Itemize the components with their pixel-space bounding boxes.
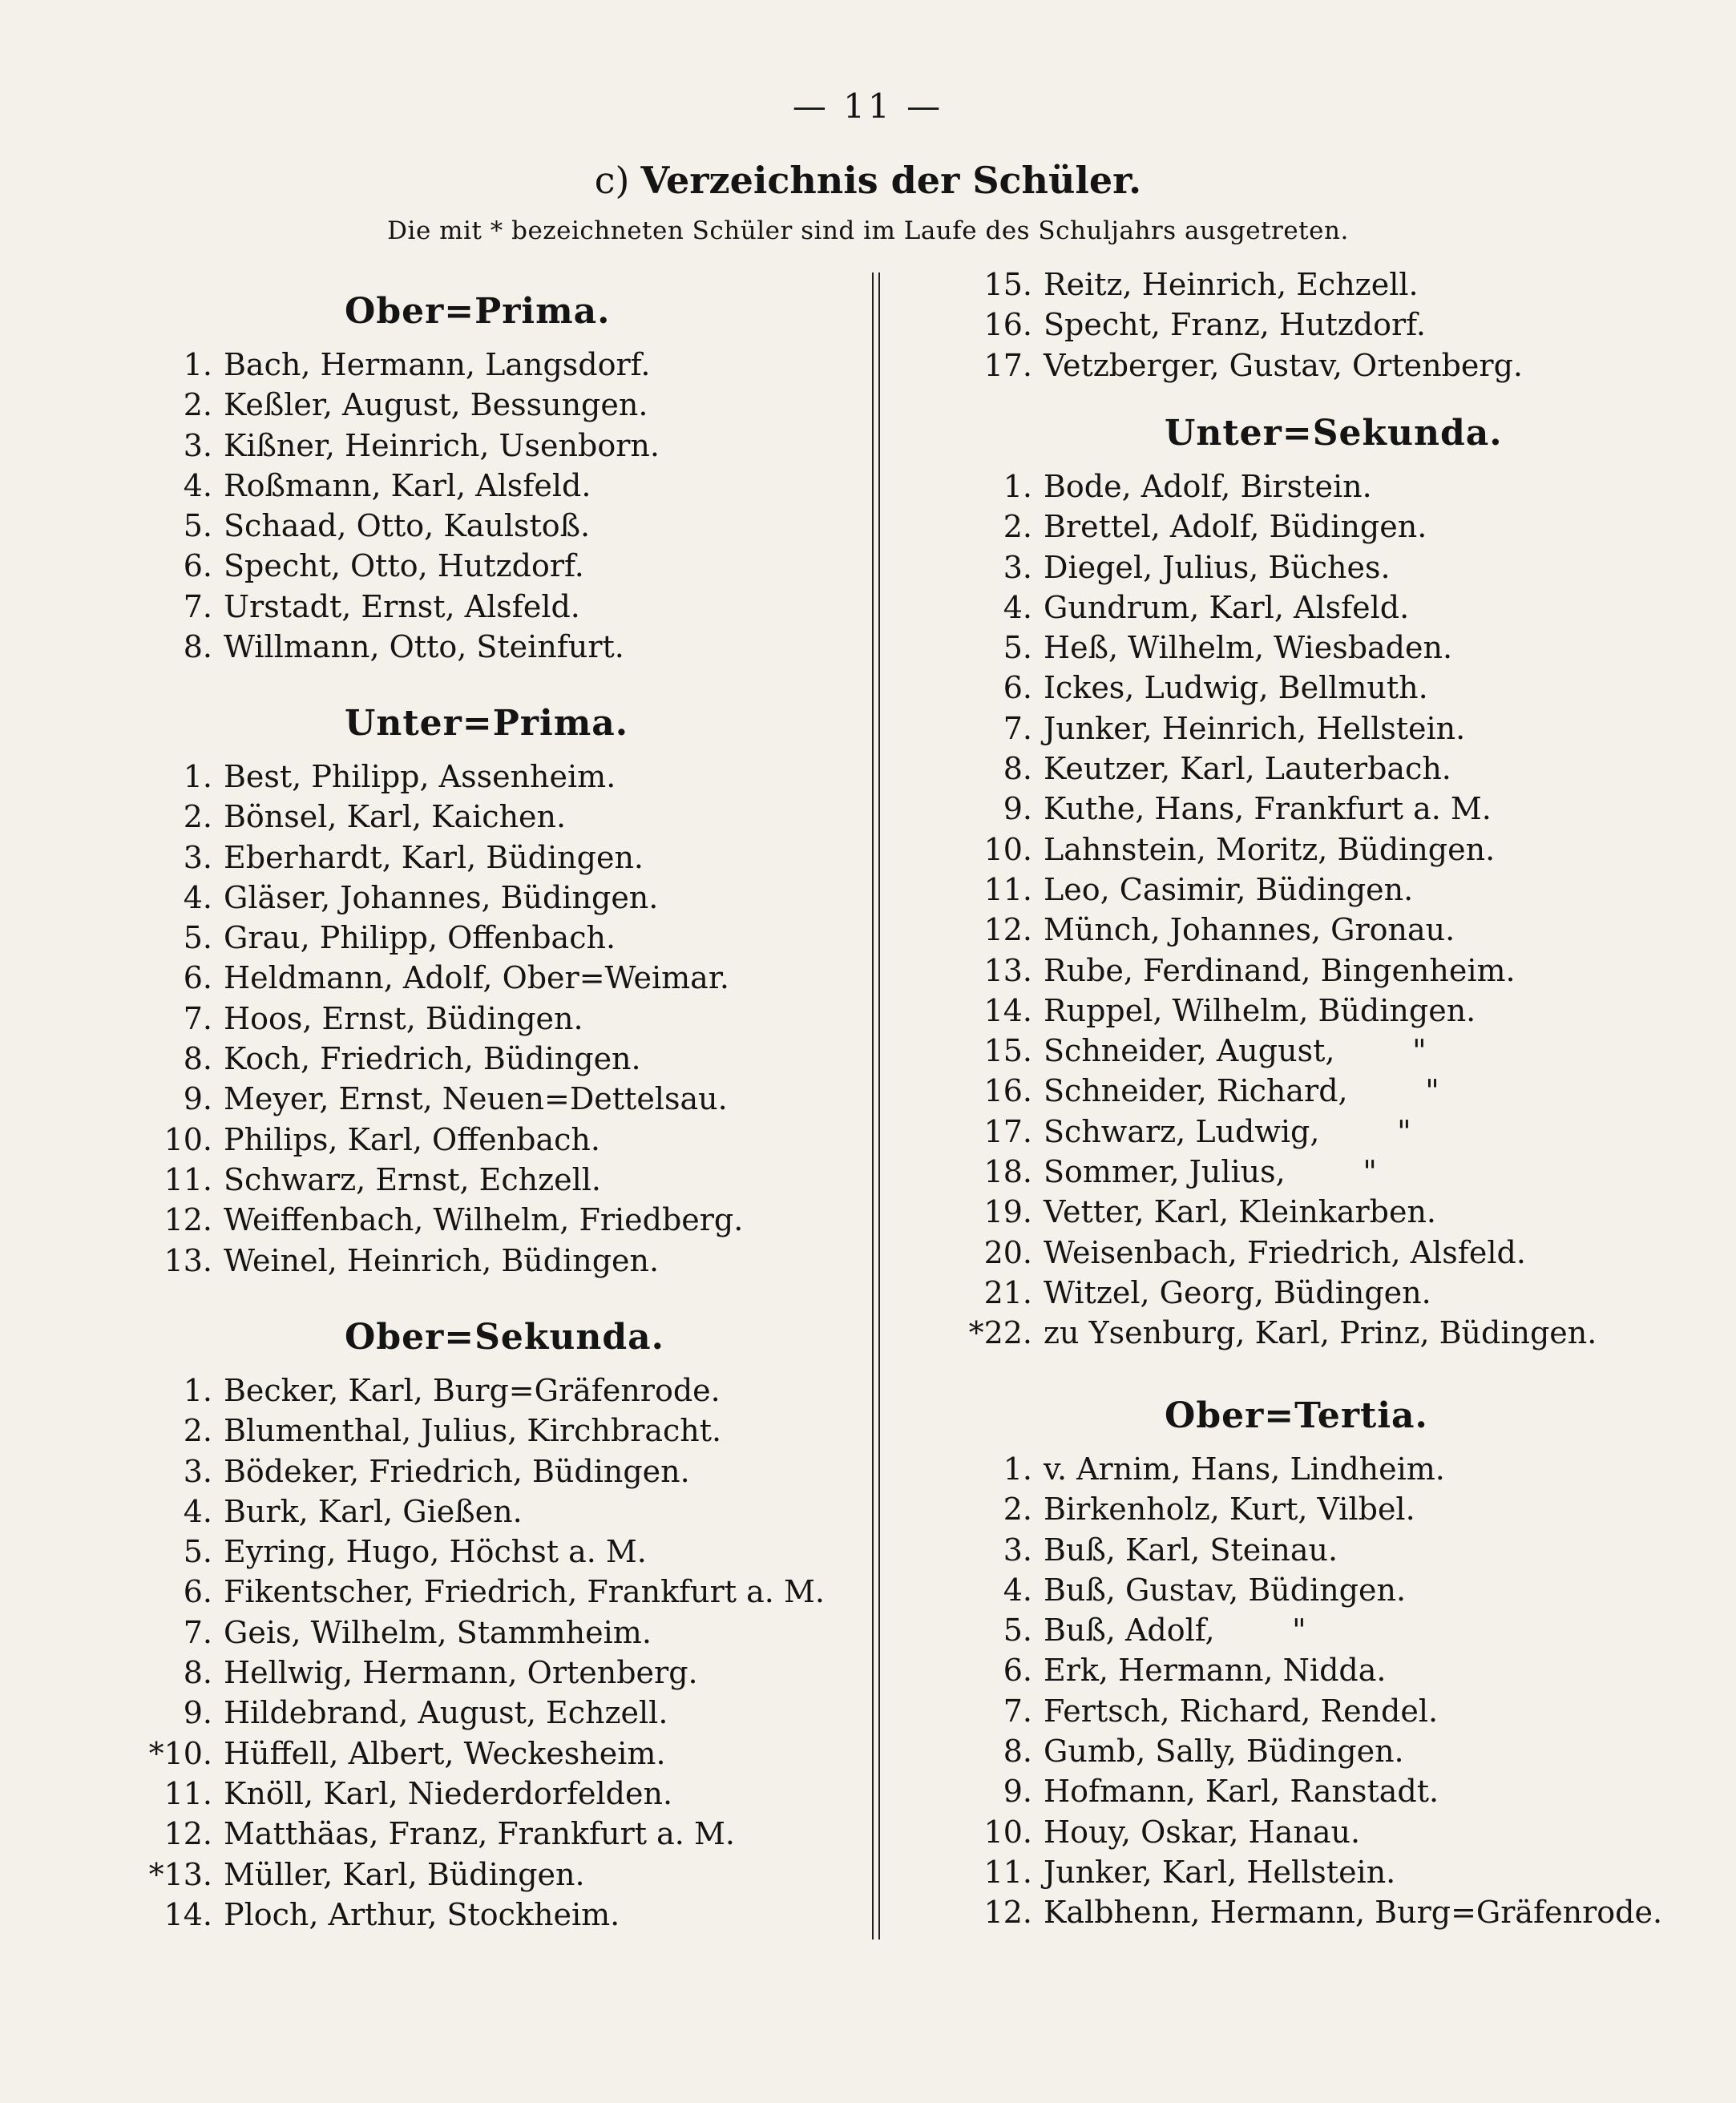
student-number: 12. — [983, 912, 1032, 948]
student-number: 3. — [1003, 549, 1032, 585]
student-number: 7. — [183, 1000, 212, 1036]
student-number: 4. — [1003, 589, 1032, 625]
student-number: 5. — [1003, 1613, 1032, 1649]
student-name: Philips, Karl, Offenbach. — [224, 1121, 600, 1157]
student-name: Schneider, Richard, " — [1044, 1073, 1439, 1109]
section-unter-sekunda — [960, 401, 1681, 1354]
student-name: Junker, Heinrich, Hellstein. — [1044, 710, 1466, 746]
student-name: Gumb, Sally, Büdingen. — [1044, 1734, 1404, 1770]
student-name: Becker, Karl, Burg=Gräfenrode. — [224, 1373, 721, 1408]
student-row — [960, 1071, 1681, 1111]
student-row — [960, 345, 1681, 385]
student-number: 1. — [183, 759, 212, 794]
student-name: Schwarz, Ernst, Echzell. — [224, 1161, 602, 1197]
student-name: Ickes, Ludwig, Bellmuth. — [1044, 670, 1428, 706]
student-name: zu Ysenburg, Karl, Prinz, Büdingen. — [1044, 1315, 1597, 1351]
student-name: Koch, Friedrich, Büdingen. — [224, 1041, 641, 1077]
student-name: Ploch, Arthur, Stockheim. — [224, 1896, 620, 1932]
student-name: Vetzberger, Gustav, Ortenberg. — [1044, 347, 1523, 383]
student-number: 2. — [183, 387, 212, 423]
student-number: *10. — [148, 1735, 212, 1771]
student-number: 12. — [164, 1816, 212, 1852]
student-row — [120, 1241, 866, 1281]
student-row — [120, 1814, 866, 1854]
student-row — [960, 1449, 1681, 1489]
student-name: Diegel, Julius, Büches. — [1044, 549, 1391, 585]
student-number: 9. — [1003, 1774, 1032, 1810]
student-number: 2. — [183, 1413, 212, 1449]
student-row — [120, 1200, 866, 1240]
student-name: Blumenthal, Julius, Kirchbracht. — [224, 1413, 722, 1449]
student-name: Kalbhenn, Hermann, Burg=Gräfenrode. — [1044, 1895, 1663, 1931]
student-number: *22. — [968, 1315, 1032, 1351]
student-number: 5. — [183, 508, 212, 544]
student-name: Keutzer, Karl, Lauterbach. — [1044, 751, 1451, 787]
student-number: 14. — [983, 992, 1032, 1028]
student-name: Eberhardt, Karl, Büdingen. — [224, 839, 644, 875]
student-name: Hellwig, Hermann, Ortenberg. — [224, 1655, 698, 1691]
student-name: Knöll, Karl, Niederdorfelden. — [224, 1775, 673, 1811]
student-number: 7. — [183, 1614, 212, 1650]
student-list — [120, 1370, 866, 1935]
section-heading: Ober=Prima. — [345, 291, 611, 332]
student-row — [120, 1120, 866, 1160]
student-row — [960, 1852, 1681, 1892]
section-ober-sekunda-continued — [960, 264, 1681, 385]
student-row — [120, 1370, 866, 1411]
student-row — [120, 1653, 866, 1693]
student-name: Houy, Oskar, Hanau. — [1044, 1814, 1361, 1850]
student-name: Bach, Hermann, Langsdorf. — [224, 347, 651, 382]
student-name: Fikentscher, Friedrich, Frankfurt a. M. — [224, 1574, 825, 1610]
student-number: 2. — [183, 799, 212, 835]
student-row — [120, 1734, 866, 1774]
student-number: 11. — [983, 1854, 1032, 1890]
student-row — [960, 1192, 1681, 1232]
student-name: Best, Philipp, Assenheim. — [224, 759, 616, 794]
student-name: Fertsch, Richard, Rendel. — [1044, 1693, 1439, 1729]
student-row — [120, 1774, 866, 1814]
student-name: Brettel, Adolf, Büdingen. — [1044, 509, 1427, 545]
student-name: Keßler, August, Bessungen. — [224, 387, 648, 423]
student-row — [120, 797, 866, 837]
student-row — [120, 1491, 866, 1532]
student-number: 2. — [1003, 1491, 1032, 1528]
student-number: 7. — [1003, 710, 1032, 746]
student-row — [960, 1152, 1681, 1192]
student-name: Roßmann, Karl, Alsfeld. — [224, 467, 591, 503]
student-number: 3. — [183, 427, 212, 463]
student-number: 17. — [983, 347, 1032, 383]
student-number: 6. — [1003, 1653, 1032, 1689]
student-row — [120, 757, 866, 797]
title-text: Verzeichnis der Schüler. — [640, 159, 1142, 202]
student-number: 12. — [164, 1202, 212, 1238]
student-number: 5. — [183, 920, 212, 956]
section-ober-sekunda — [120, 1305, 866, 1935]
student-name: Heß, Wilhelm, Wiesbaden. — [1044, 630, 1453, 666]
student-row — [120, 1895, 866, 1935]
student-number: 5. — [183, 1534, 212, 1570]
student-row — [120, 385, 866, 425]
title-prefix: c) — [594, 159, 630, 202]
column-divider — [872, 272, 880, 1940]
student-row — [960, 628, 1681, 668]
student-number: 8. — [183, 629, 212, 665]
student-row — [960, 1650, 1681, 1690]
student-number: 8. — [1003, 751, 1032, 787]
student-name: Kuthe, Hans, Frankfurt a. M. — [1044, 791, 1492, 827]
student-row — [960, 1731, 1681, 1771]
student-row — [960, 789, 1681, 829]
student-name: Willmann, Otto, Steinfurt. — [224, 629, 624, 665]
student-number: 10. — [983, 831, 1032, 867]
student-number: 6. — [183, 960, 212, 996]
student-number: 9. — [183, 1081, 212, 1117]
student-number: 1. — [1003, 469, 1032, 504]
student-name: Müller, Karl, Büdingen. — [224, 1856, 585, 1892]
page-number: — 11 — — [792, 87, 944, 126]
student-number: 4. — [183, 879, 212, 915]
student-number: 15. — [983, 1033, 1032, 1069]
student-number: 11. — [164, 1161, 212, 1197]
student-list — [960, 264, 1681, 385]
student-name: Kißner, Heinrich, Usenborn. — [224, 427, 660, 463]
section-heading: Ober=Sekunda. — [345, 1317, 664, 1358]
section-heading: Unter=Sekunda. — [1165, 413, 1503, 454]
student-name: Heldmann, Adolf, Ober=Weimar. — [224, 960, 729, 996]
student-number: 6. — [1003, 670, 1032, 706]
student-number: 12. — [983, 1895, 1032, 1931]
student-name: Vetter, Karl, Kleinkarben. — [1044, 1194, 1437, 1230]
student-name: Leo, Casimir, Büdingen. — [1044, 871, 1414, 907]
student-number: 6. — [183, 548, 212, 584]
student-row — [960, 870, 1681, 910]
student-row — [960, 910, 1681, 950]
student-name: Urstadt, Ernst, Alsfeld. — [224, 588, 580, 624]
student-name: Bode, Adolf, Birstein. — [1044, 469, 1372, 504]
student-number: 10. — [983, 1814, 1032, 1850]
student-list — [960, 466, 1681, 1354]
student-row — [960, 1489, 1681, 1529]
student-row — [960, 1691, 1681, 1731]
student-row — [960, 587, 1681, 628]
student-name: Junker, Karl, Hellstein. — [1044, 1854, 1396, 1890]
student-row — [120, 587, 866, 627]
student-row — [960, 1610, 1681, 1650]
student-name: Bödeker, Friedrich, Büdingen. — [224, 1453, 690, 1489]
student-number: 7. — [183, 588, 212, 624]
student-number: 13. — [983, 952, 1032, 988]
student-row — [120, 1079, 866, 1119]
student-number: 13. — [164, 1242, 212, 1278]
student-row — [120, 1451, 866, 1491]
student-row — [120, 546, 866, 586]
student-number: 3. — [1003, 1532, 1032, 1568]
student-row — [960, 991, 1681, 1031]
student-row — [960, 1233, 1681, 1273]
student-name: Specht, Franz, Hutzdorf. — [1044, 307, 1426, 343]
student-number: 20. — [983, 1234, 1032, 1270]
student-row — [120, 838, 866, 878]
student-number: 6. — [183, 1574, 212, 1610]
student-row — [120, 878, 866, 918]
student-name: Rube, Ferdinand, Bingenheim. — [1044, 952, 1516, 988]
student-row — [120, 1039, 866, 1079]
student-name: Gläser, Johannes, Büdingen. — [224, 879, 659, 915]
student-row — [960, 1892, 1681, 1932]
student-name: Matthäas, Franz, Frankfurt a. M. — [224, 1816, 735, 1852]
student-number: 4. — [1003, 1572, 1032, 1608]
student-row — [960, 1112, 1681, 1152]
student-row — [120, 1160, 866, 1200]
student-row — [960, 507, 1681, 547]
student-name: Schaad, Otto, Kaulstoß. — [224, 508, 591, 544]
student-name: Hoos, Ernst, Büdingen. — [224, 1000, 583, 1036]
student-row — [960, 829, 1681, 870]
student-name: Birkenholz, Kurt, Vilbel. — [1044, 1491, 1415, 1528]
student-name: Buß, Adolf, " — [1044, 1613, 1306, 1649]
student-number: 1. — [183, 1373, 212, 1408]
student-row — [960, 708, 1681, 749]
student-row — [120, 627, 866, 667]
student-name: Geis, Wilhelm, Stammheim. — [224, 1614, 652, 1650]
section-ober-tertia — [960, 1383, 1681, 1933]
student-name: Münch, Johannes, Gronau. — [1044, 912, 1455, 948]
student-name: Buß, Gustav, Büdingen. — [1044, 1572, 1407, 1608]
student-row — [120, 1572, 866, 1612]
student-row — [960, 547, 1681, 587]
student-number: 10. — [164, 1121, 212, 1157]
student-number: 8. — [183, 1041, 212, 1077]
student-row — [120, 1855, 866, 1895]
student-row — [120, 506, 866, 546]
list-subtitle: Die mit * bezeichneten Schüler sind im Laufe des Schuljahrs ausgetreten. — [387, 216, 1349, 245]
student-number: 8. — [1003, 1734, 1032, 1770]
student-number: 3. — [183, 1453, 212, 1489]
student-list — [120, 345, 866, 667]
student-number: 9. — [183, 1695, 212, 1731]
student-row — [120, 918, 866, 958]
student-row — [960, 1771, 1681, 1811]
student-number: 16. — [983, 1073, 1032, 1109]
student-list — [960, 1449, 1681, 1933]
student-row — [120, 1411, 866, 1451]
student-number: 15. — [983, 267, 1032, 302]
student-number: 17. — [983, 1113, 1032, 1149]
student-number: 2. — [1003, 509, 1032, 545]
student-name: Reitz, Heinrich, Echzell. — [1044, 267, 1419, 302]
student-name: Buß, Karl, Steinau. — [1044, 1532, 1338, 1568]
student-number: 21. — [983, 1274, 1032, 1310]
student-row — [120, 1693, 866, 1733]
student-number: 4. — [183, 467, 212, 503]
student-row — [960, 1530, 1681, 1570]
student-number: 19. — [983, 1194, 1032, 1230]
student-row — [960, 749, 1681, 789]
student-name: Burk, Karl, Gießen. — [224, 1493, 523, 1529]
student-number: 7. — [1003, 1693, 1032, 1729]
student-name: Lahnstein, Moritz, Büdingen. — [1044, 831, 1496, 867]
student-row — [120, 466, 866, 506]
student-name: Bönsel, Karl, Kaichen. — [224, 799, 567, 835]
student-name: Weinel, Heinrich, Büdingen. — [224, 1242, 660, 1278]
student-row — [120, 1613, 866, 1653]
section-ober-prima — [120, 279, 866, 667]
student-name: Sommer, Julius, " — [1044, 1154, 1377, 1190]
student-row — [120, 345, 866, 385]
student-name: Hildebrand, August, Echzell. — [224, 1695, 668, 1731]
student-row — [120, 426, 866, 466]
student-row — [960, 1313, 1681, 1353]
student-name: Ruppel, Wilhelm, Büdingen. — [1044, 992, 1476, 1028]
student-number: 9. — [1003, 791, 1032, 827]
student-name: Eyring, Hugo, Höchst a. M. — [224, 1534, 647, 1570]
student-name: Erk, Hermann, Nidda. — [1044, 1653, 1387, 1689]
student-number: 3. — [183, 839, 212, 875]
student-row — [960, 951, 1681, 991]
student-list — [120, 757, 866, 1281]
list-title — [0, 159, 1736, 202]
student-number: *13. — [148, 1856, 212, 1892]
student-row — [960, 1812, 1681, 1852]
student-number: 1. — [1003, 1451, 1032, 1487]
student-number: 18. — [983, 1154, 1032, 1190]
student-row — [960, 305, 1681, 345]
student-number: 4. — [183, 1493, 212, 1529]
student-row — [120, 958, 866, 998]
student-name: v. Arnim, Hans, Lindheim. — [1044, 1451, 1445, 1487]
student-row — [960, 1031, 1681, 1071]
student-number: 14. — [164, 1896, 212, 1932]
student-number: 1. — [183, 347, 212, 382]
student-name: Schneider, August, " — [1044, 1033, 1427, 1069]
student-name: Gundrum, Karl, Alsfeld. — [1044, 589, 1410, 625]
section-unter-prima — [120, 691, 866, 1281]
student-number: 11. — [983, 871, 1032, 907]
student-name: Grau, Philipp, Offenbach. — [224, 920, 616, 956]
student-row — [960, 264, 1681, 305]
student-number: 5. — [1003, 630, 1032, 666]
section-heading: Ober=Tertia. — [1165, 1395, 1428, 1436]
student-row — [120, 1532, 866, 1572]
student-name: Hofmann, Karl, Ranstadt. — [1044, 1774, 1439, 1810]
student-name: Schwarz, Ludwig, " — [1044, 1113, 1411, 1149]
student-row — [120, 999, 866, 1039]
student-name: Specht, Otto, Hutzdorf. — [224, 548, 584, 584]
student-name: Witzel, Georg, Büdingen. — [1044, 1274, 1431, 1310]
student-row — [960, 668, 1681, 708]
student-name: Hüffell, Albert, Weckesheim. — [224, 1735, 666, 1771]
student-row — [960, 1273, 1681, 1313]
student-row — [960, 466, 1681, 507]
student-row — [960, 1570, 1681, 1610]
student-name: Weisenbach, Friedrich, Alsfeld. — [1044, 1234, 1526, 1270]
student-number: 8. — [183, 1655, 212, 1691]
student-name: Meyer, Ernst, Neuen=Dettelsau. — [224, 1081, 728, 1117]
student-number: 11. — [164, 1775, 212, 1811]
student-name: Weiffenbach, Wilhelm, Friedberg. — [224, 1202, 744, 1238]
section-heading: Unter=Prima. — [345, 703, 629, 744]
student-number: 16. — [983, 307, 1032, 343]
